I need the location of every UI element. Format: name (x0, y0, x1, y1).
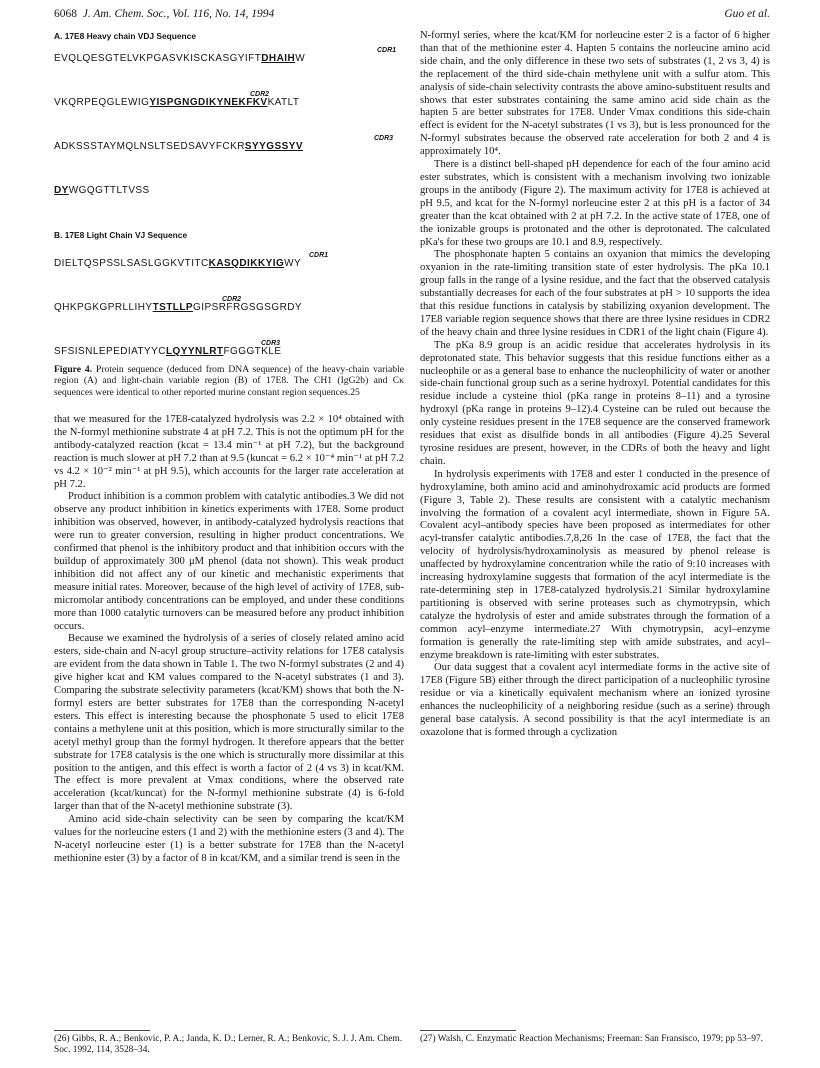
journal-citation: J. Am. Chem. Soc., Vol. 116, No. 14, 1994 (82, 8, 275, 20)
cdr2-segment: TSTLLP (152, 301, 194, 313)
light-seq-line-3 (54, 339, 404, 360)
running-header (54, 8, 770, 24)
light-seq-line-2 (54, 295, 404, 316)
light-chain-figure (54, 229, 404, 398)
light-chain-title: B. 17E8 Light Chain VJ Sequence (54, 229, 188, 240)
seq-segment: WY (284, 257, 302, 269)
cdr3-segment: DY (54, 184, 69, 196)
left-paragraph-4: Amino acid side-chain selectivity can be seen by comparing the kcat/KM values for the norleucine esters (1 and 2) with the methionine esters (3 and 4). The N-acetyl norleucine ester (1) is a better substrate for 17E8 than the N-acetyl methionine ester (3) by a factor of 8 in kcat/KM, and a similar trend is seen in the (54, 814, 404, 864)
header-left (54, 8, 274, 20)
seq-segment: QHKPGKGPRLLIHY (54, 301, 153, 313)
seq-segment: VKQRPEQGLEWIG (54, 96, 150, 108)
figure-caption (54, 364, 404, 398)
seq-segment: EVQLQESGTELVKPGASVKISCKASGYIFT (54, 52, 262, 64)
cdr2-segment: YISPGNGDIKYNEKFKV (149, 96, 268, 108)
seq-segment: SFSISNLEPEDIATYYC (54, 345, 166, 357)
right-paragraph-2: There is a distinct bell-shaped pH dependence for each of the four amino acid ester substrates, which is consistent with a mechanism involving two ionizable groups in the antibody (Figure 2). The maximum activity for 17E8 is achieved at pH 9.5, and kcat for the N-formyl norleucine ester 2 at this pH is a factor of 34 greater than the kcat obtained with 2 at pH 7.2. In the active state of 17E8, one of the ionizable groups is protonated and the other is deprotonated. The calculated pKa's for these two groups are 10.1 and 8.9, respectively. (420, 159, 770, 248)
heavy-seq-line-2 (54, 90, 404, 111)
heavy-chain-figure (54, 30, 404, 199)
footnote-rule-left (54, 1030, 150, 1031)
seq-segment: GIPSRFRGSGSGRDY (193, 301, 303, 313)
footnote-26: (26) Gibbs, R. A.; Benkovic, P. A.; Janda, K. D.; Lerner, R. A.; Benkovic, S. J. J. Am. Chem. Soc. 1992, 114, 3528–34. (54, 1034, 403, 1055)
left-paragraph-2: Product inhibition is a common problem with catalytic antibodies.3 We did not observe any product inhibition in kinetics experiments with 17E8. Some product inhibition was observed, however, in antibody-catalyzed hydrolysis reactions that were run to greater conversion, resulting in higher product concentrations. We confirmed that phenol is the inhibitory product and that inhibition occurs with the buildup of approximately 300 μM phenol (data not shown). This weak product inhibition did not affect any of our kinetic and mechanistic experiments that measure initial rates. Moreover, because of the high level of activity of 17E8, sub-micromolar antibody concentrations can be employed, and under these conditions more than 1000 catalytic turnovers can be measured before any product inhibition occurs. (54, 491, 404, 632)
right-paragraph-4: The pKa 8.9 group is an acidic residue that accelerates hydrolysis in its deprotonated state. This behavior suggests that this residue functions either as a nucleophile or as a general base to enhance the nucleophilicity of water or another side-chain functional group such as a serine hydroxyl. Potential candidates for this residue include a cysteine thiol (pKa range in proteins 8–11) and a tyrosine hydroxyl (pKa range in proteins 9–12).4 Cysteine can be ruled out because the only cysteine residues present in the 17E8 sequence are the conserved framework residues that exist as disulfide bonds in all antibodies (Figure 4).25 Several tyrosine residues are present, however, in the CDRs of both the heavy and light chain. (420, 339, 770, 467)
seq-segment: ADKSSSTAYMQLNSLTSEDSAVYFCKR (54, 140, 245, 152)
cdr3-segment: SYYGSSYV (244, 140, 303, 152)
right-paragraph-3: The phosphonate hapten 5 contains an oxyanion that mimics the developing oxyanion in the rate-limiting transition state of ester hydrolysis. The pKa 10.1 group falls in the range of a lysine residue, and the fact that the observed catalysis substantially decreases for each of the four substrates at pH > 10 supports the idea that this residue functions in catalysis by stabilizing oxyanion development. The 17E8 variable region sequence shows that there are three lysine residues in CDR2 of the heavy chain and three lysine residues in CDR1 of the light chain (Figure 4). (420, 249, 770, 338)
cdr2-label: CDR2 (222, 295, 242, 303)
right-paragraph-6: Our data suggest that a covalent acyl intermediate forms in the active site of 17E8 (Figure 5B) either through the direct participation of a nucleophilic tyrosine residue or via a kinetically equivalent mechanism where an ionized tyrosine enhances the nucleophilicity of a neighboring residue (such as a serine) through general base catalysis. A second possibility is that the acyl intermediate is an oxazolone that is formed through a cyclization (420, 662, 770, 738)
heavy-seq-line-1 (54, 46, 404, 67)
seq-segment: WGQGTTLTVSS (68, 184, 150, 196)
page-number: 6068 (54, 8, 77, 20)
left-column (54, 30, 404, 866)
heavy-seq-line-4 (54, 185, 404, 199)
right-paragraph-5: In hydrolysis experiments with 17E8 and ester 1 conducted in the presence of hydroxylamine, both amino acid and aminohydroxamic acid products are formed (Figure 3, Table 2). These results are consistent with a catalytic mechanism involving the formation of a covalent acyl intermediate, shown in Figure 5A. Covalent acyl–antibody species have been proposed as intermediates for other acyl-transfer catalytic antibodies.7,8,26 In the case of 17E8, the fact that the velocity of hydrolysis/hydroxaminolysis as measured by phenol release is unaffected by hydroxylamine concentration while the ratio of 9:10 increases with increasing hydroxylamine suggests that formation of the acyl intermediate is the rate-determining step in 17E8-catalyzed hydrolysis.21 Similar hydroxylamine partitioning is observed with serine proteases such as chymotrypsin, which catalyze the hydrolysis of ester and amide substrates through the formation of a common acyl–enzyme intermediate.27 With chymotrypsin, acyl–enzyme formation is generally the rate-limiting step with amide substrates, and acyl–enzyme breakdown is rate-limiting with ester substrates. (420, 468, 770, 661)
cdr1-label: CDR1 (309, 251, 329, 259)
seq-segment: W (295, 52, 306, 64)
cdr1-segment: KASQDIKKYIG (208, 257, 285, 269)
cdr1-segment: DHAIH (261, 52, 296, 64)
heavy-seq-line-3 (54, 134, 404, 155)
cdr1-label: CDR1 (377, 46, 397, 54)
light-seq-line-1 (54, 251, 404, 272)
seq-segment: FGGGTKLE (223, 345, 282, 357)
footnote-27: (27) Walsh, C. Enzymatic Reaction Mechanisms; Freeman: San Fransisco, 1979; pp 53–97. (420, 1034, 764, 1044)
caption-label: Figure 4. (54, 363, 93, 375)
seq-segment: KATLT (267, 96, 300, 108)
cdr3-label: CDR3 (374, 134, 394, 142)
right-column (420, 30, 770, 740)
cdr3-segment: LQYYNLRT (165, 345, 224, 357)
cdr2-label: CDR2 (250, 90, 270, 98)
header-authors: Guo et al. (724, 8, 770, 20)
cdr3-label: CDR3 (261, 339, 281, 347)
caption-text: Protein sequence (deduced from DNA sequence) of the heavy-chain variable region (A) and light-chain variable region (B) of 17E8. The CH1 (IgG2b) and Cκ sequences were identical to other reported murine constant region sequences.25 (54, 363, 404, 398)
footnote-rule-right (420, 1030, 516, 1031)
right-paragraph-1: N-formyl series, where the kcat/KM for norleucine ester 2 is a factor of 6 higher than that of the methionine ester 4. Hapten 5 contains the norleucine amino acid side chain, and the only difference in these two sets of substrates (1, 2 vs 3, 4) is the replacement of the third side-chain methylene unit with a sulfur atom. This analysis of side-chain selectivity contrasts the above amino-substituent results and shows that ester substrates containing the same amino acid side chain as the hapten 5 are better substrates for 17E8. Under Vmax conditions this side-chain effect is evident for the N-acetyl substrates (1 vs 3), but is less pronounced for the N-formyl substrates because the observed rate acceleration for both 2 and 4 is approximately 10⁴. (420, 30, 770, 158)
seq-segment: DIELTQSPSSLSASLGGKVTITC (54, 257, 209, 269)
left-paragraph-1: that we measured for the 17E8-catalyzed hydrolysis was 2.2 × 10⁴ obtained with the N-formyl methionine substrate 4 at pH 7.2. This is not the optimum pH for the antibody-catalyzed reaction (kcat = 13.4 min⁻¹ at pH 7.2), but the background reaction is much slower at pH 7.2 than at 9.5 (kuncat = 6.2 × 10⁻⁴ min⁻¹ at pH 7.2 vs 4.2 × 10⁻² min⁻¹ at pH 9.5), which accounts for the larger rate acceleration at pH 7.2. (54, 414, 404, 490)
heavy-chain-title: A. 17E8 Heavy chain VDJ Sequence (54, 31, 196, 41)
left-paragraph-3: Because we examined the hydrolysis of a series of closely related amino acid esters, side-chain and N-acyl group structure–activity relations for 17E8 catalysis are evident from the data shown in Table 1. The two N-formyl substrates (2 and 4) give higher kcat and KM values compared to the N-acetyl substrates (1 and 3). Comparing the substrate selectivity parameters (kcat/KM) shows that both the N-formyl esters are better substrates for 17E8 than the corresponding N-acetyl esters. This effect is interesting because the phosphonate 5 used to elicit 17E8 contains a methylene unit at this position, which is more structurally similar to the acetyl methyl group than the formyl hydrogen. It therefore appears that the better substrate for 17E8 catalysis is the one which is structurally more dissimilar at this position to the antigen, and this effect is worth a factor of 2 (4 vs 3) in kcat/KM. The effect is more prevalent at Vmax conditions, where the observed rate acceleration (kcat/kuncat) for the N-formyl methionine substrate (4) is 6-fold larger than that of the N-acetyl methionine substrate (3). (54, 633, 404, 813)
